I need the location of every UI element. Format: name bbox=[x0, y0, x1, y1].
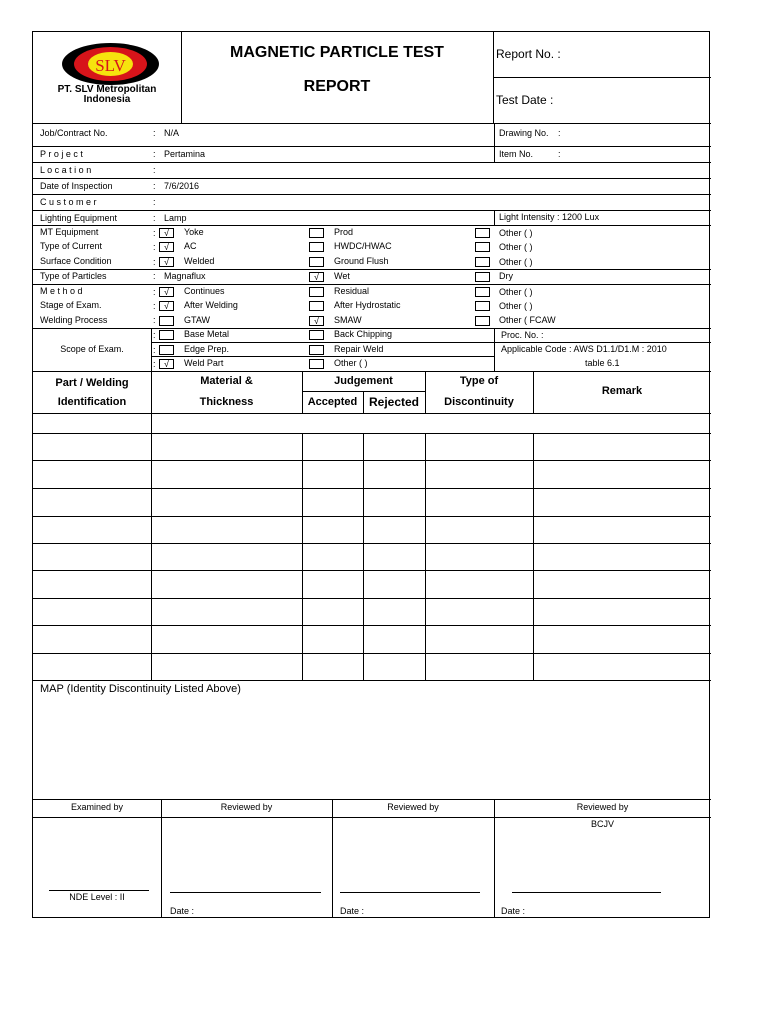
welding-other-checkbox[interactable] bbox=[475, 316, 490, 326]
current-other-checkbox[interactable] bbox=[475, 242, 490, 252]
mt-yoke-checkbox[interactable]: √ bbox=[159, 228, 174, 238]
surface-ground-label: Ground Flush bbox=[334, 256, 389, 266]
reviewer-2-date: Date : bbox=[340, 906, 365, 916]
method-continues-checkbox[interactable]: √ bbox=[159, 287, 174, 297]
mt-prod-checkbox[interactable] bbox=[309, 228, 324, 238]
method-other-checkbox[interactable] bbox=[475, 287, 490, 297]
applicable-code: Applicable Code : AWS D1.1/D1.M : 2010 bbox=[501, 344, 667, 354]
col-material-line2: Thickness bbox=[199, 396, 254, 408]
surface-label: Surface Condition bbox=[40, 256, 112, 266]
surface-ground-checkbox[interactable] bbox=[309, 257, 324, 267]
mt-equipment-label: MT Equipment bbox=[40, 227, 99, 237]
scope-other-checkbox[interactable] bbox=[309, 359, 324, 369]
project-label: P r o j e c t bbox=[40, 149, 83, 159]
method-residual-label: Residual bbox=[334, 286, 370, 296]
location-label: L o c a t i o n bbox=[40, 165, 92, 175]
col-remark: Remark bbox=[601, 385, 643, 397]
job-contract-label: Job/Contract No. bbox=[40, 128, 108, 138]
stage-label: Stage of Exam. bbox=[40, 300, 102, 310]
stage-after-welding-label: After Welding bbox=[184, 300, 238, 310]
stage-after-hydrostatic-checkbox[interactable] bbox=[309, 301, 324, 311]
nde-level: NDE Level : II bbox=[69, 892, 125, 902]
reviewer-3-name: BCJV bbox=[590, 819, 614, 829]
col-discontinuity-line1: Type of bbox=[459, 375, 499, 387]
scope-other-label: Other ( ) bbox=[334, 358, 368, 368]
lighting-value: Lamp bbox=[164, 213, 187, 223]
surface-other-checkbox[interactable] bbox=[475, 257, 490, 267]
project-value: Pertamina bbox=[164, 149, 206, 159]
col-rejected: Rejected bbox=[368, 395, 420, 409]
particles-dry-label: Dry bbox=[499, 271, 513, 281]
surface-welded-checkbox[interactable]: √ bbox=[159, 257, 174, 267]
particles-wet-label: Wet bbox=[334, 271, 350, 281]
method-continues-label: Continues bbox=[184, 286, 225, 296]
scope-weld-part-label: Weld Part bbox=[184, 358, 224, 368]
company-name: PT. SLV Metropolitan bbox=[57, 84, 157, 95]
job-contract-value: N/A bbox=[164, 128, 180, 138]
reviewed-by-label-1: Reviewed by bbox=[220, 802, 273, 812]
reviewer-2-signature-line bbox=[340, 892, 480, 893]
reviewed-by-label-3: Reviewed by bbox=[576, 802, 629, 812]
item-no-label: Item No. bbox=[499, 149, 534, 159]
particles-value: Magnaflux bbox=[164, 271, 206, 281]
surface-other-label: Other ( ) bbox=[499, 257, 533, 267]
report-no-label: Report No. : bbox=[496, 47, 561, 61]
welding-smaw-label: SMAW bbox=[334, 315, 362, 325]
welding-gtaw-checkbox[interactable] bbox=[159, 316, 174, 326]
col-part-line2: Identification bbox=[57, 396, 127, 408]
col-judgement: Judgement bbox=[334, 375, 393, 387]
reviewer-3-date: Date : bbox=[501, 906, 526, 916]
date-of-inspection-value: 7/6/2016 bbox=[164, 181, 200, 191]
current-hwdc-label: HWDC/HWAC bbox=[334, 241, 392, 251]
stage-other-checkbox[interactable] bbox=[475, 301, 490, 311]
current-label: Type of Current bbox=[40, 241, 103, 251]
company-country: Indonesia bbox=[83, 94, 131, 105]
method-other-label: Other ( ) bbox=[499, 287, 533, 297]
col-material-line1: Material & bbox=[200, 375, 253, 387]
col-part-line1: Part / Welding bbox=[55, 377, 129, 389]
map-label: MAP (Identity Discontinuity Listed Above) bbox=[40, 683, 241, 695]
col-discontinuity-line2: Discontinuity bbox=[444, 396, 514, 408]
test-date-label: Test Date : bbox=[496, 93, 554, 107]
logo-text: SLV bbox=[95, 56, 126, 75]
mt-report-form: SLV PT. SLV Metropolitan Indonesia MAGNETIC PARTICLE TEST REPORT Report No. : Test Date : Job/Contract No. : N/A Drawing No. : P r o j e c t : Pertamina Item No. : L o c a t i o n : Date of Inspection : 7/6/2016 C u s t o m e r : Lighting Equipment : Lamp Light Intensity : 1200 Lux MT Equipment : √ Yoke Prod Other ( ) Type of Current : √ AC HWDC/HWAC Other ( ) Surface Condition : √ Welded Ground Flush Other ( ) Type of Particles : Magnaflux √ Wet Dry M e t h o d : √ Continues Residual Other ( ) Stage of Exam. : √ After Welding After Hydrostatic Other ( ) Welding Process : GTAW √ SMAW Other ( FCAW Scope of Exam. : Base Metal Back Chipping Proc. No. : : Edge Prep. Repair Weld Applicable Code : AWS D1.1/D1.M : 2010 : √ Weld Part Other ( ) table 6.1 Part / Welding Identification Material & Thickness Judgement Accepted Rejected Type of Discontinuity Remark MAP (Identity Discontinuity Listed Above) Examined by Reviewed by Reviewed by Reviewed by BCJV NDE Level : II Date : Date : Date : bbox=[32, 31, 710, 918]
current-hwdc-checkbox[interactable] bbox=[309, 242, 324, 252]
report-title-line1: MAGNETIC PARTICLE TEST bbox=[230, 44, 444, 61]
stage-after-hydrostatic-label: After Hydrostatic bbox=[334, 300, 401, 310]
scope-edge-prep-label: Edge Prep. bbox=[184, 344, 230, 354]
stage-after-welding-checkbox[interactable]: √ bbox=[159, 301, 174, 311]
drawing-no-label: Drawing No. bbox=[499, 128, 549, 138]
welding-gtaw-label: GTAW bbox=[184, 315, 210, 325]
reviewer-3-signature-line bbox=[512, 892, 661, 893]
mt-yoke-label: Yoke bbox=[184, 227, 204, 237]
scope-base-metal-label: Base Metal bbox=[184, 329, 230, 339]
particles-label: Type of Particles bbox=[40, 271, 107, 281]
company-logo bbox=[62, 43, 159, 85]
applicable-code-table: table 6.1 bbox=[585, 358, 620, 368]
welding-smaw-checkbox[interactable]: √ bbox=[309, 316, 324, 326]
particles-dry-checkbox[interactable] bbox=[475, 272, 490, 282]
report-title-line2: REPORT bbox=[303, 78, 371, 95]
scope-back-chipping-checkbox[interactable] bbox=[309, 330, 324, 340]
current-ac-label: AC bbox=[184, 241, 197, 251]
reviewer-1-date: Date : bbox=[170, 906, 195, 916]
lighting-label: Lighting Equipment bbox=[40, 213, 118, 223]
scope-back-chipping-label: Back Chipping bbox=[334, 329, 393, 339]
scope-repair-weld-checkbox[interactable] bbox=[309, 345, 324, 355]
welding-other-label: Other ( FCAW bbox=[499, 315, 556, 325]
light-intensity: Light Intensity : 1200 Lux bbox=[499, 212, 600, 222]
scope-label: Scope of Exam. bbox=[60, 344, 124, 354]
current-other-label: Other ( ) bbox=[499, 242, 533, 252]
surface-welded-label: Welded bbox=[184, 256, 215, 266]
mt-prod-label: Prod bbox=[334, 227, 354, 237]
scope-base-metal-checkbox[interactable] bbox=[159, 330, 174, 340]
current-ac-checkbox[interactable]: √ bbox=[159, 242, 174, 252]
examiner-signature-line bbox=[49, 890, 149, 891]
welding-process-label: Welding Process bbox=[40, 315, 108, 325]
mt-other-label: Other ( ) bbox=[499, 228, 533, 238]
col-accepted: Accepted bbox=[307, 396, 358, 408]
scope-edge-prep-checkbox[interactable] bbox=[159, 345, 174, 355]
particles-wet-checkbox[interactable]: √ bbox=[309, 272, 324, 282]
reviewed-by-label-2: Reviewed by bbox=[387, 802, 439, 812]
stage-other-label: Other ( ) bbox=[499, 301, 533, 311]
reviewer-1-signature-line bbox=[170, 892, 321, 893]
method-label: M e t h o d bbox=[40, 286, 83, 296]
date-of-inspection-label: Date of Inspection bbox=[40, 181, 113, 191]
proc-no-label: Proc. No. : bbox=[501, 330, 544, 340]
scope-weld-part-checkbox[interactable]: √ bbox=[159, 359, 174, 369]
customer-label: C u s t o m e r bbox=[40, 197, 97, 207]
method-residual-checkbox[interactable] bbox=[309, 287, 324, 297]
examined-by-label: Examined by bbox=[70, 802, 124, 812]
scope-repair-weld-label: Repair Weld bbox=[334, 344, 384, 354]
mt-other-checkbox[interactable] bbox=[475, 228, 490, 238]
